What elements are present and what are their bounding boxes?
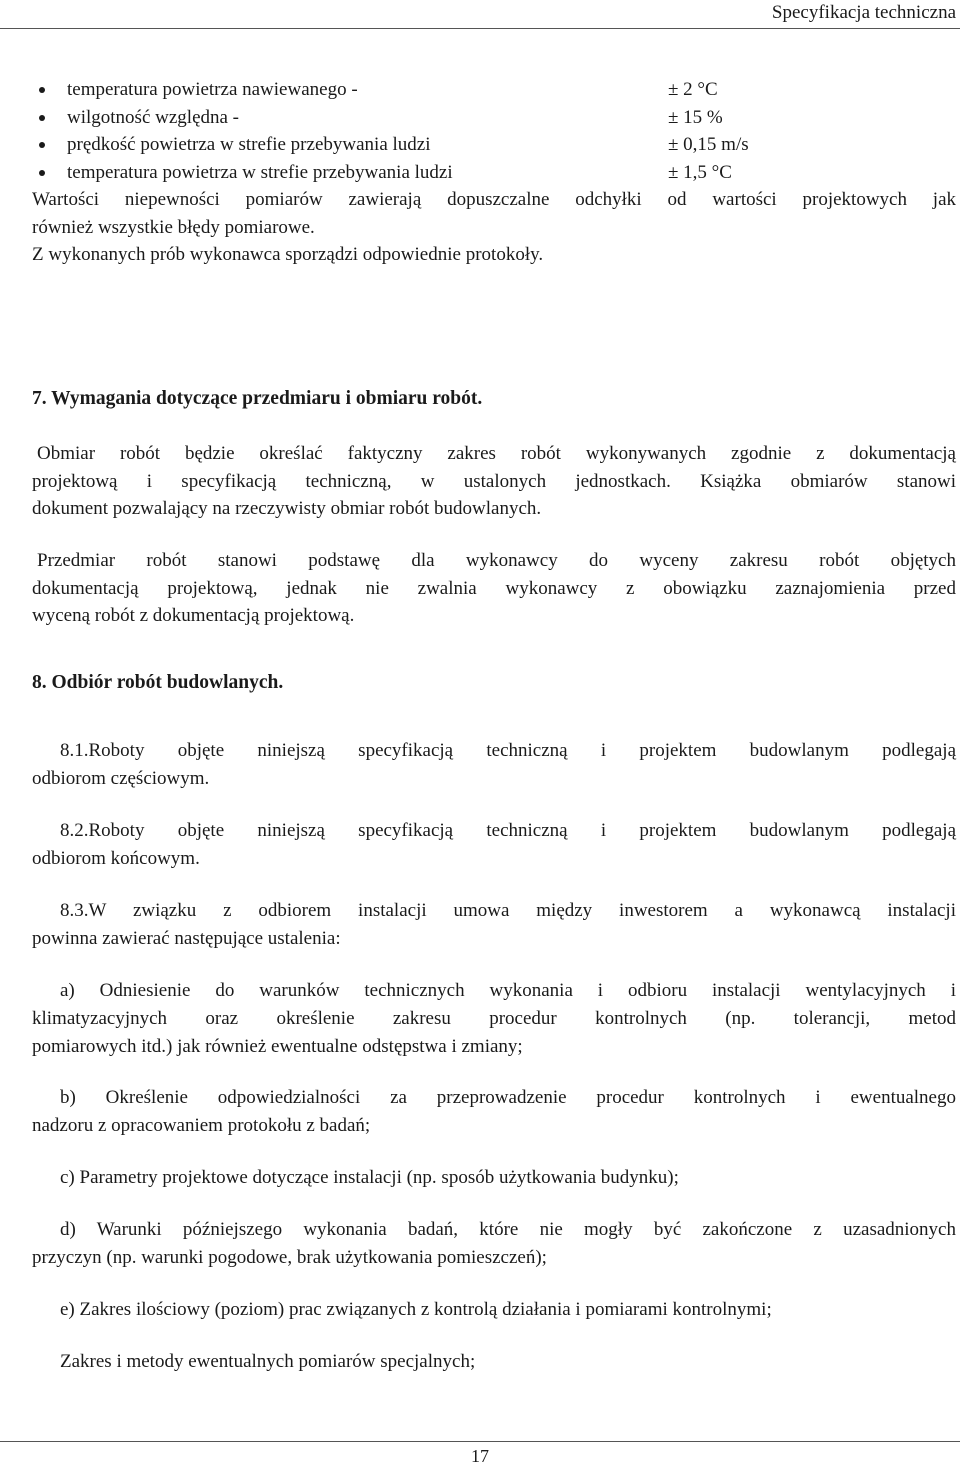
text-line: powinna zawierać następujące ustalenia: [32,928,341,949]
text-line: dokument pozwalający na rzeczywisty obmiar robót budowlanych. [32,498,542,519]
protocols-sentence: Z wykonanych prób wykonawca sporządzi odpowiednie protokoły. [32,244,544,265]
text-line: dokumentacją projektową, jednak nie zwalnia wykonawcy z obowiązku zaznajomienia przed [32,577,956,599]
text-line: klimatyzacyjnych oraz określenie zakresu procedur kontrolnych (np. tolerancji, metod [32,1008,956,1029]
bullet-icon [39,87,45,93]
text-line: projektową i specyfikacją techniczną, w ustalonych jednostkach. Książka obmiarów stanowi [32,470,956,492]
text-line: 8.1.Roboty objęte niniejszą specyfikacją techniczną i projektem budowlanym podlegają [60,740,956,761]
item-d [60,1216,956,1244]
item-a [60,977,956,1005]
tolerance-label: temperatura powietrza nawiewanego - [67,79,358,100]
list-item [0,159,960,187]
list-item [0,104,960,132]
text-line: e) Zakres ilościowy (poziom) prac związanych z kontrolą działania i pomiarami kontrolnymi; [60,1299,772,1320]
list-item [0,131,960,159]
text-line: Wartości niepewności pomiarów zawierają dopuszczalne odchyłki od wartości projektowych jak [32,189,956,210]
item-8-1-continuation [32,765,956,793]
list-item [0,76,960,104]
page-header [0,0,960,29]
tolerance-label: temperatura powietrza w strefie przebywania ludzi [67,161,453,183]
bullet-icon [39,142,45,148]
tolerance-value: ± 15 % [668,106,723,128]
tolerance-value: ± 1,5 °C [668,161,732,183]
bullet-icon [39,115,45,121]
section-7-heading: 7. Wymagania dotyczące przedmiaru i obmiaru robót. [32,388,483,409]
tolerance-label: wilgotność względna - [67,106,240,128]
item-special-measurements [60,1348,956,1376]
item-c [60,1164,956,1192]
item-a-continuation [32,1005,956,1060]
item-8-3-continuation [32,925,956,953]
text-line: d) Warunki późniejszego wykonania badań, które nie mogły być zakończone z uzasadnionych [60,1219,956,1240]
tolerance-value: ± 2 °C [668,79,718,100]
text-line: pomiarowych itd.) jak również ewentualne odstępstwa i zmiany; [32,1035,523,1057]
tolerance-list [0,76,960,186]
item-8-2-continuation [32,845,956,873]
uncertainty-paragraph [32,186,956,269]
section-8-heading: 8. Odbiór robót budowlanych. [32,672,284,693]
text-line: wyceną robót z dokumentacją projektową. [32,605,355,626]
measurement-paragraph [32,440,956,523]
text-line: przyczyn (np. warunki pogodowe, brak użytkowania pomieszczeń); [32,1247,547,1268]
text-line: 8.2.Roboty objęte niniejszą specyfikacją techniczną i projektem budowlanym podlegają [60,820,956,841]
preliminary-measurement-paragraph [32,547,956,630]
text-line: 8.3.W związku z odbiorem instalacji umowa między inwestorem a wykonawcą instalacji [60,900,956,921]
item-b [60,1084,956,1112]
text-line: Zakres i metody ewentualnych pomiarów specjalnych; [60,1351,476,1372]
tolerance-label: prędkość powietrza w strefie przebywania ludzi [67,134,431,155]
item-b-continuation [32,1112,956,1140]
text-line: nadzoru z opracowaniem protokołu z badań; [32,1115,371,1136]
item-8-2 [60,817,956,845]
item-e [60,1296,956,1324]
item-8-1 [60,737,956,765]
bullet-icon [39,170,45,176]
text-line: również wszystkie błędy pomiarowe. [32,216,315,238]
text-line: b) Określenie odpowiedzialności za przeprowadzenie procedur kontrolnych i ewentualnego [60,1087,956,1108]
page-number: 17 [471,1446,489,1466]
document-title: Specyfikacja techniczna [771,2,956,23]
page-footer [0,1441,960,1469]
text-line: c) Parametry projektowe dotyczące instalacji (np. sposób użytkowania budynku); [60,1167,679,1188]
tolerance-value: ± 0,15 m/s [668,134,749,155]
text-line: a) Odniesienie do warunków technicznych wykonania i odbioru instalacji wentylacyjnych i [60,980,956,1001]
text-line: odbiorom końcowym. [32,848,200,869]
text-line: odbiorom częściowym. [32,768,210,789]
item-d-continuation [32,1244,956,1272]
text-line: Obmiar robót będzie określać faktyczny zakres robót wykonywanych zgodnie z dokumentacją [37,443,956,464]
text-line: Przedmiar robót stanowi podstawę dla wykonawcy do wyceny zakresu robót objętych [37,550,956,571]
item-8-3 [60,897,956,925]
